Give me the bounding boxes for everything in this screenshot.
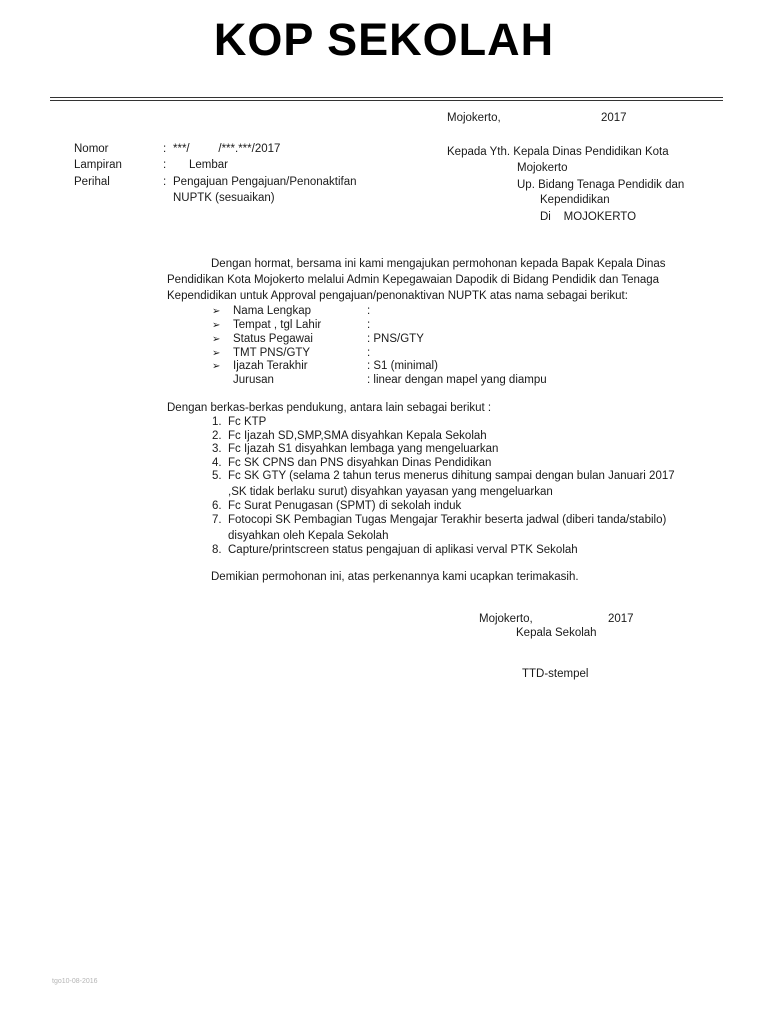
letter-date-place: Mojokerto,: [447, 112, 501, 124]
list-item: Fotocopi SK Pembagian Tugas Mengajar Terakhir beserta jadwal (diberi tanda/stabilo): [228, 514, 667, 526]
field-value: : PNS/GTY: [367, 333, 424, 345]
nomor-colon: :: [163, 143, 167, 155]
list-item: Fc Ijazah SD,SMP,SMA disyahkan Kepala Sekolah: [228, 430, 487, 442]
recipient-line: Mojokerto: [517, 162, 568, 174]
letterhead-rule-bottom: [50, 100, 723, 101]
field-value: :: [367, 319, 371, 331]
list-item-continuation: ,SK tidak berlaku surut) disyahkan yayasan yang mengeluarkan: [228, 486, 553, 498]
lampiran-label: Lampiran: [74, 159, 122, 171]
body-paragraph-line: Pendidikan Kota Mojokerto melalui Admin Kepegawaian Dapodik di Bidang Pendidik dan Tenaga: [167, 274, 660, 286]
field-value: : linear dengan mapel yang diampu: [367, 374, 547, 386]
field-value: :: [367, 347, 371, 359]
bullet-arrow-icon: ➢: [212, 320, 221, 331]
list-item: Fc Surat Penugasan (SPMT) di sekolah induk: [228, 500, 462, 512]
list-item-number: 8.: [212, 544, 222, 556]
list-item: Fc SK CPNS dan PNS disyahkan Dinas Pendidikan: [228, 457, 492, 469]
list-item: Fc Ijazah S1 disyahkan lembaga yang mengeluarkan: [228, 443, 499, 455]
perihal-label: Perihal: [74, 176, 110, 188]
lampiran-value: Lembar: [189, 159, 228, 171]
field-label: Ijazah Terakhir: [233, 360, 308, 372]
field-value: :: [367, 305, 371, 317]
list-item-number: 5.: [212, 470, 222, 482]
nomor-value: ***/ /***.***/2017: [173, 143, 281, 155]
list-item-number: 1.: [212, 416, 222, 428]
bullet-arrow-icon: ➢: [212, 361, 221, 372]
letter-date-year: 2017: [601, 112, 627, 124]
signature-role: Kepala Sekolah: [516, 627, 597, 639]
lampiran-colon: :: [163, 159, 167, 171]
footer-code: tgo10-08-2016: [52, 978, 98, 985]
field-label: Nama Lengkap: [233, 305, 311, 317]
field-value: : S1 (minimal): [367, 360, 438, 372]
recipient-line: Kepada Yth. Kepala Dinas Pendidikan Kota: [447, 146, 669, 158]
field-label: Jurusan: [233, 374, 274, 386]
field-label: TMT PNS/GTY: [233, 347, 311, 359]
perihal-colon: :: [163, 176, 167, 188]
recipient-line: Kependidikan: [540, 194, 610, 206]
perihal-value-line2: NUPTK (sesuaikan): [173, 192, 275, 204]
perihal-value-line1: Pengajuan Pengajuan/Penonaktifan: [173, 176, 357, 188]
list-item-number: 6.: [212, 500, 222, 512]
list-item-number: 7.: [212, 514, 222, 526]
list-item: Fc KTP: [228, 416, 267, 428]
bullet-arrow-icon: ➢: [212, 334, 221, 345]
body-paragraph-line: Dengan hormat, bersama ini kami mengajukan permohonan kepada Bapak Kepala Dinas: [211, 258, 666, 270]
signature-stamp: TTD-stempel: [522, 668, 589, 680]
list-item: Capture/printscreen status pengajuan di aplikasi verval PTK Sekolah: [228, 544, 578, 556]
signature-year: 2017: [608, 613, 634, 625]
list-item: Fc SK GTY (selama 2 tahun terus menerus dihitung sampai dengan bulan Januari 2017: [228, 470, 675, 482]
list-item-number: 4.: [212, 457, 222, 469]
field-label: Tempat , tgl Lahir: [233, 319, 322, 331]
list-item-number: 3.: [212, 443, 222, 455]
bullet-arrow-icon: ➢: [212, 348, 221, 359]
signature-place: Mojokerto,: [479, 613, 533, 625]
docs-intro: Dengan berkas-berkas pendukung, antara lain sebagai berikut :: [167, 402, 492, 414]
body-paragraph-line: Kependidikan untuk Approval pengajuan/penonaktivan NUPTK atas nama sebagai berikut:: [167, 290, 628, 302]
letterhead-rule-top: [50, 97, 723, 98]
closing-text: Demikian permohonan ini, atas perkenannya kami ucapkan terimakasih.: [211, 571, 579, 583]
field-label: Status Pegawai: [233, 333, 313, 345]
letterhead-title: KOP SEKOLAH: [213, 14, 555, 65]
nomor-label: Nomor: [74, 143, 109, 155]
list-item-number: 2.: [212, 430, 222, 442]
list-item-continuation: disyahkan oleh Kepala Sekolah: [228, 530, 389, 542]
bullet-arrow-icon: ➢: [212, 306, 221, 317]
recipient-line: Di MOJOKERTO: [540, 211, 637, 223]
recipient-line: Up. Bidang Tenaga Pendidik dan: [517, 179, 685, 191]
